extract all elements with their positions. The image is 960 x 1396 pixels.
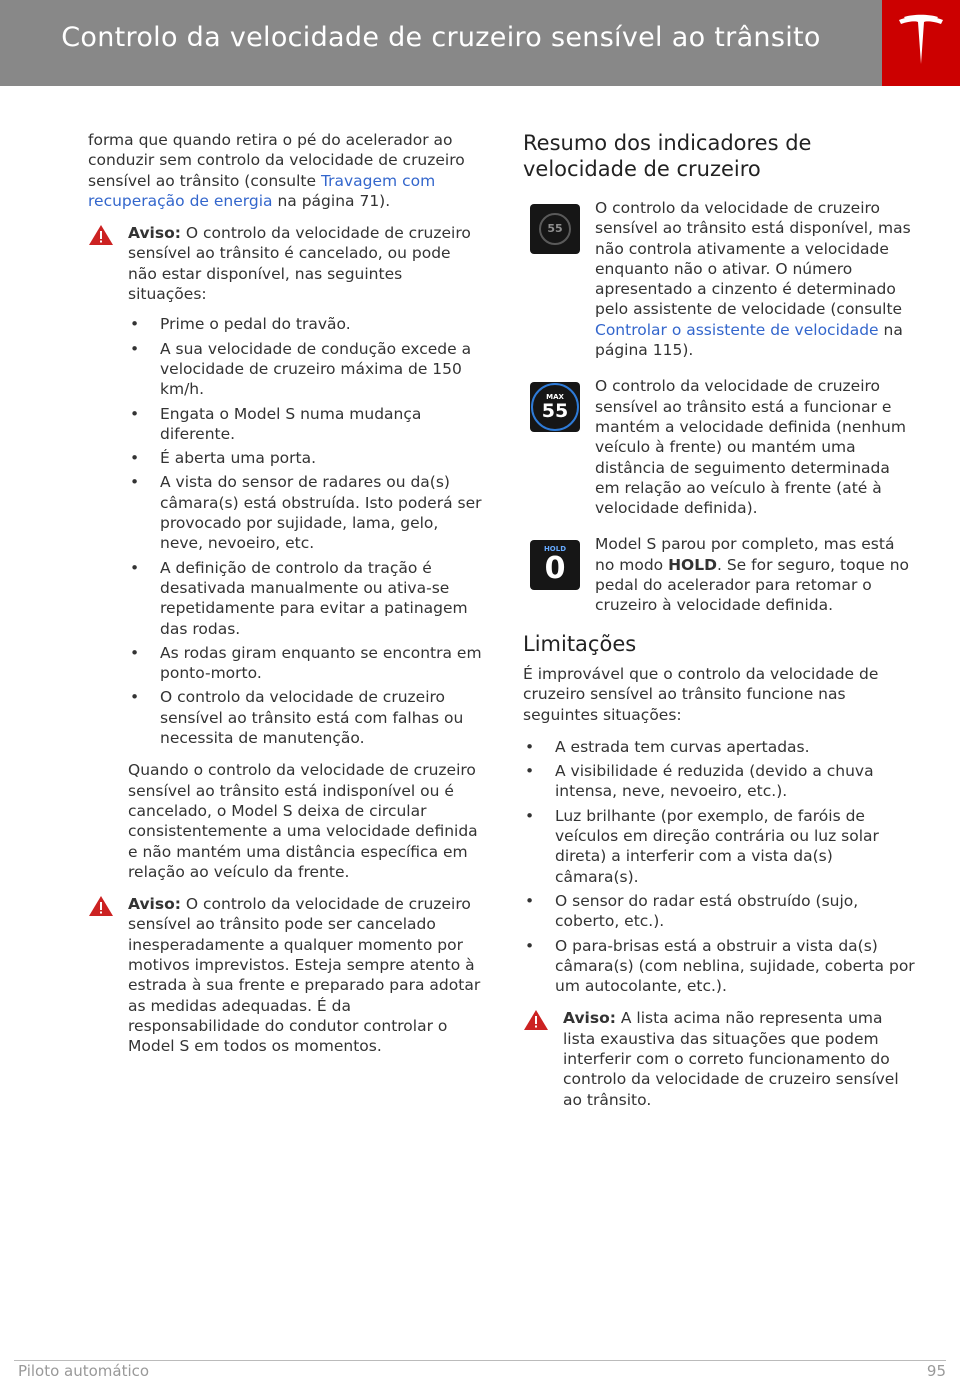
indicator-hold (523, 534, 915, 615)
indicator-text: Model S parou por completo, mas está no modo (595, 535, 895, 574)
icon-speed-value: 0 (544, 551, 566, 587)
limitations-heading: Limitações (523, 631, 637, 656)
indicator-description: O controlo da velocidade de cruzeiro sensível ao trânsito está a funcionar e mantém a velocidade definida (nenhum veículo à frente) ou mantém uma distância de seguimento determinada em relação ao veículo à frente (até à velocidade definida). (595, 377, 906, 518)
brand-logo-block (882, 0, 960, 86)
list-item: • O para-brisas está a obstruir a vista da(s) câmara(s) (com neblina, sujidade, coberta por um autocolante, etc.). (523, 936, 915, 997)
right-column (523, 130, 915, 1122)
warning-label: Aviso: (563, 1009, 616, 1028)
icon-hold-label: HOLD (543, 545, 567, 554)
icon-speed-value: 55 (541, 400, 569, 423)
cruise-available-55-icon (530, 204, 580, 254)
page-title: Controlo da velocidade de cruzeiro sensível ao trânsito (61, 22, 821, 53)
warning-body: O controlo da velocidade de cruzeiro sensível ao trânsito é cancelado, ou pode não estar disponível, nas seguintes situações: (128, 224, 471, 304)
list-item: • A sua velocidade de condução excede a velocidade de cruzeiro máxima de 150 km/h. (128, 339, 484, 400)
footer-divider (14, 1360, 946, 1361)
limitations-list (523, 737, 915, 997)
cancel-conditions-list (128, 314, 484, 748)
indicator-description (595, 534, 915, 615)
warning-cancel-conditions (88, 223, 484, 882)
warning-unexpected-cancel (88, 894, 484, 1056)
list-item: • A visibilidade é reduzida (devido a chuva intensa, neve, nevoeiro, etc.). (523, 761, 915, 802)
intro-text: forma que quando retira o pé do acelerador ao conduzir sem controlo da velocidade de cruzeiro sensível ao trânsito (consulte (88, 131, 465, 190)
hold-mode-label: HOLD (668, 555, 717, 574)
cruise-active-max-55-icon (530, 382, 580, 432)
warning-body: A lista acima não representa uma lista exaustiva das situações que podem interferir com o correto funcionamento do controlo da velocidade de cruzeiro sensível ao trânsito. (563, 1009, 899, 1109)
tesla-logo-icon (897, 14, 945, 70)
warning-text (563, 1008, 915, 1109)
summary-heading: Resumo dos indicadores de velocidade de cruzeiro (523, 131, 812, 181)
page-header (0, 0, 960, 86)
list-item: • A estrada tem curvas apertadas. (523, 737, 915, 757)
indicator-text: O controlo da velocidade de cruzeiro sensível ao trânsito está disponível, mas não controla ativamente a velocidade enquanto não o ativar. O número apresentado a cinzento é determinado pelo assistente de velocidade (consulte (595, 199, 911, 319)
unavailable-paragraph: Quando o controlo da velocidade de cruzeiro sensível ao trânsito está indisponível ou é cancelado, o Model S deixa de circular consistentemente a uma velocidade definida e não mantém uma distância específica em relação ao veículo da frente. (128, 761, 478, 881)
list-item: • É aberta uma porta. (128, 448, 484, 468)
list-item: • As rodas giram enquanto se encontra em ponto-morto. (128, 643, 484, 684)
warning-triangle-icon (88, 224, 114, 246)
indicator-available (523, 198, 915, 360)
footer-section: Piloto automático (18, 1362, 150, 1380)
page-number: 95 (926, 1362, 946, 1380)
indicator-tail: . Se for seguro, toque no pedal do acelerador para retomar o cruzeiro à velocidade definida. (595, 555, 910, 615)
list-item: • Luz brilhante (por exemplo, de faróis de veículos em direção contrária ou luz solar direta) a interferir com a vista da(s) câmara(s). (523, 806, 915, 887)
list-item: • Prime o pedal do travão. (128, 314, 484, 334)
left-column (88, 130, 484, 1068)
list-item: • A definição de controlo da tração é desativada manualmente ou ativa-se repetidamente para evitar a patinagem das rodas. (128, 558, 484, 639)
icon-max-label: MAX (546, 393, 564, 402)
list-item: • O controlo da velocidade de cruzeiro sensível ao trânsito está com falhas ou necessita de manutenção. (128, 687, 484, 748)
intro-paragraph (88, 130, 484, 211)
intro-tail: na página 71). (272, 191, 391, 210)
warning-label: Aviso: (128, 224, 181, 243)
indicator-tail: na página 115). (595, 320, 903, 360)
warning-text (128, 223, 484, 304)
limitations-intro: É improvável que o controlo da velocidade de cruzeiro sensível ao trânsito funcione nas seguintes situações: (523, 664, 879, 724)
indicator-description (595, 198, 915, 360)
warning-triangle-icon (88, 895, 114, 917)
regen-braking-link[interactable]: Travagem com recuperação de energia (88, 171, 436, 210)
warning-not-exhaustive (523, 1008, 915, 1109)
icon-speed-value: 55 (539, 213, 571, 245)
warning-body: O controlo da velocidade de cruzeiro sensível ao trânsito pode ser cancelado inesperadamente a qualquer momento por motivos imprevistos. Esteja sempre atento à estrada à sua frente e preparado para adotar as medidas adequadas. É da responsabilidade do condutor controlar o Model S em todos os momentos. (128, 895, 481, 1056)
list-item: • O sensor do radar está obstruído (sujo, coberto, etc.). (523, 891, 915, 932)
indicator-active (523, 376, 915, 518)
speed-assist-link[interactable]: Controlar o assistente de velocidade (595, 320, 879, 339)
list-item: • A vista do sensor de radares ou da(s) câmara(s) está obstruída. Isto poderá ser provocado por sujidade, lama, gelo, neve, nevoeiro, etc. (128, 472, 484, 553)
warning-triangle-icon (523, 1009, 549, 1031)
cruise-hold-0-icon (530, 540, 580, 590)
warning-label: Aviso: (128, 895, 181, 914)
warning-text (128, 894, 484, 1056)
list-item: • Engata o Model S numa mudança diferente. (128, 404, 484, 445)
